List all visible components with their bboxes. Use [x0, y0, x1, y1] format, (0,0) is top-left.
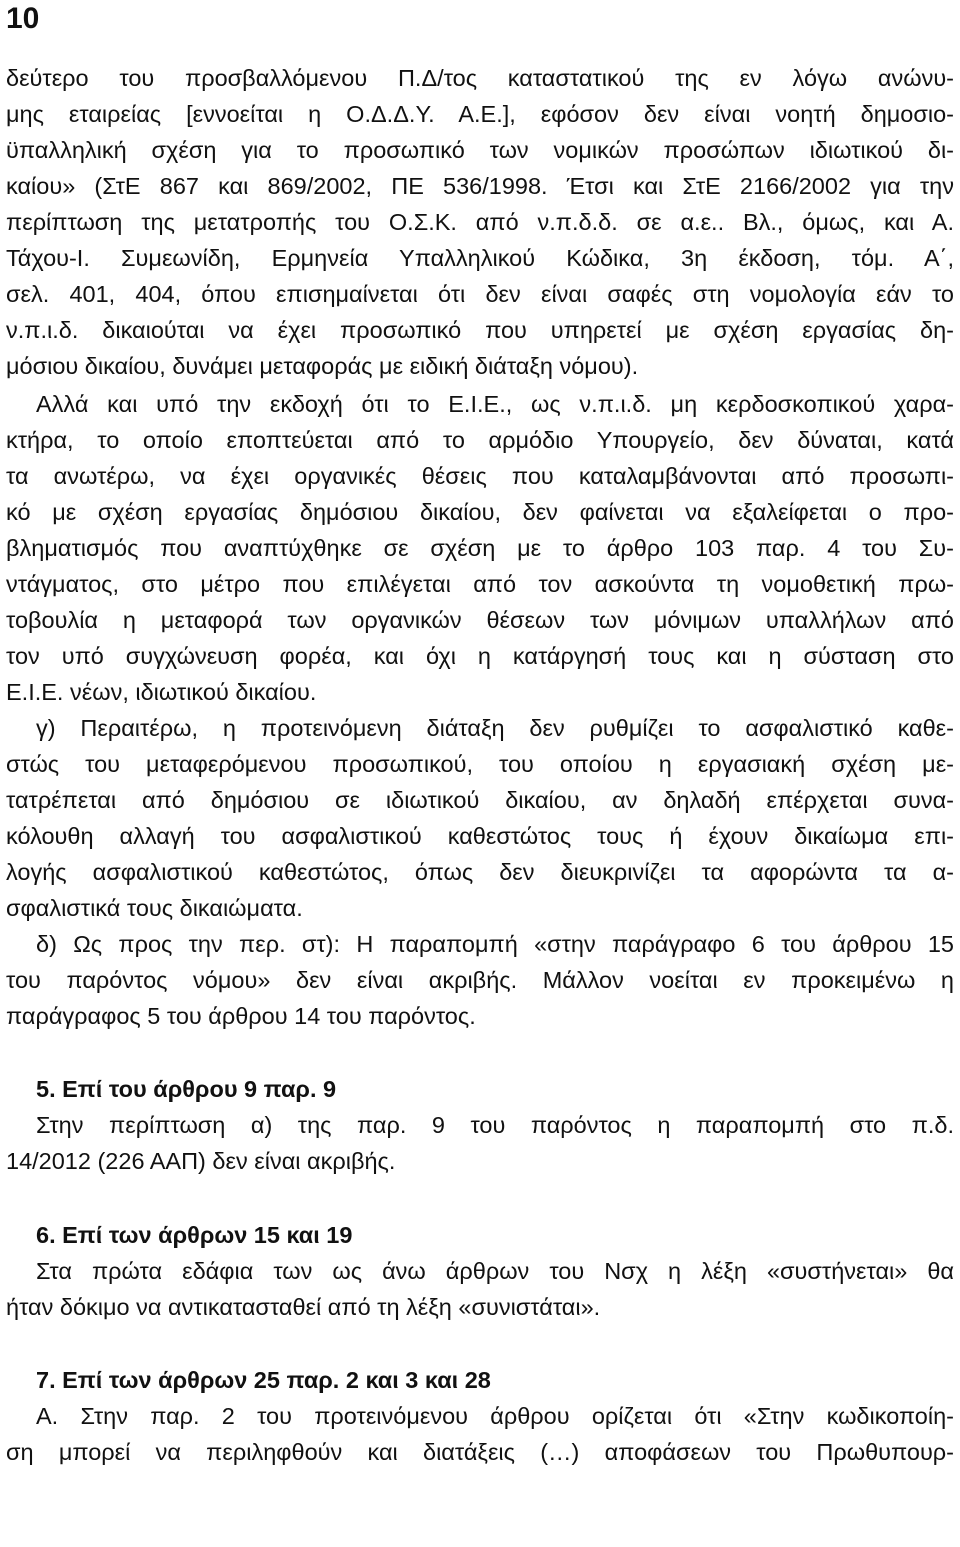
text-line: ν.π.ι.δ. δικαιούται να έχει προσωπικό που υπηρετεί με σχέση εργασίας δη-: [6, 317, 954, 343]
text-line: σελ. 401, 404, όπου επισημαίνεται ότι δεν είναι σαφές στη νομολογία εάν το: [6, 281, 954, 307]
text-line: του παρόντος νόμου» δεν είναι ακριβής. Μάλλον νοείται εν προκειμένω η: [6, 967, 954, 993]
page-number: 10: [6, 2, 40, 35]
text-line: μης εταιρείας [εννοείται η Ο.Δ.Δ.Υ. Α.Ε.], εφόσον δεν είναι νοητή δημοσιο-: [6, 101, 954, 127]
text-line: γ) Περαιτέρω, η προτεινόμενη διάταξη δεν ρυθμίζει το ασφαλιστικό καθε-: [36, 715, 954, 741]
text-line: παράγραφος 5 του άρθρου 14 του παρόντος.: [6, 1003, 476, 1029]
text-line: ϋπαλληλική σχέση για το προσωπικό των νομικών προσώπων ιδιωτικού δι-: [6, 137, 954, 163]
text-line: ντάγματος, στο μέτρο που επιλέγεται από τον ασκούντα τη νομοθετική πρω-: [6, 571, 954, 597]
text-line: τον υπό συγχώνευση φορέα, και όχι η κατάργησή τους και η σύσταση στο: [6, 643, 954, 669]
text-line: ση μπορεί να περιληφθούν και διατάξεις (…) αποφάσεων του Πρωθυπουρ-: [6, 1439, 954, 1465]
text-line: δ) Ως προς την περ. στ): Η παραπομπή «στην παράγραφο 6 του άρθρου 15: [36, 931, 954, 957]
text-line: σφαλιστικά τους δικαιώματα.: [6, 895, 303, 921]
text-line: στώς του μεταφερόμενου προσωπικού, του οποίου η εργασιακή σχέση με-: [6, 751, 954, 777]
text-line: μόσιου δικαίου, δυνάμει μεταφοράς με ειδική διάταξη νόμου).: [6, 353, 639, 379]
text-line: κόλουθη αλλαγή του ασφαλιστικού καθεστώτος τους ή έχουν δικαίωμα επι-: [6, 823, 954, 849]
text-line: Τάχου-Ι. Συμεωνίδη, Ερμηνεία Υπαλληλικού Κώδικα, 3η έκδοση, τόμ. Α΄,: [6, 245, 954, 271]
text-line: κτήρα, το οποίο εποπτεύεται από το αρμόδιο Υπουργείο, δεν δύναται, κατά: [6, 427, 954, 453]
text-line: ήταν δόκιμο να αντικατασταθεί από τη λέξη «συνιστάται».: [6, 1294, 601, 1320]
section-heading: 6. Επί των άρθρων 15 και 19: [36, 1222, 353, 1248]
text-line: τα ανωτέρω, να έχει οργανικές θέσεις που καταλαμβάνονται από προσωπι-: [6, 463, 954, 489]
text-line: δεύτερο του προσβαλλόμενου Π.Δ/τος καταστατικού της εν λόγω ανώνυ-: [6, 65, 954, 91]
text-line: λογής ασφαλιστικού καθεστώτος, όπως δεν διευκρινίζει τα αφορώντα τα α-: [6, 859, 954, 885]
text-line: περίπτωση της μετατροπής του Ο.Σ.Κ. από ν.π.δ.δ. σε α.ε.. Βλ., όμως, και Α.: [6, 209, 954, 235]
text-line: Στα πρώτα εδάφια των ως άνω άρθρων του Νσχ η λέξη «συστήνεται» θα: [36, 1258, 954, 1284]
text-line: τοβουλία η μεταφορά των οργανικών θέσεων των μόνιμων υπαλλήλων από: [6, 607, 954, 633]
text-line: Στην περίπτωση α) της παρ. 9 του παρόντος η παραπομπή στο π.δ.: [36, 1112, 954, 1138]
text-line: κό με σχέση εργασίας δημόσιου δικαίου, δεν φαίνεται να εξαλείφεται ο προ-: [6, 499, 954, 525]
text-line: τατρέπεται από δημόσιου σε ιδιωτικού δικαίου, αν δηλαδή επέρχεται συνα-: [6, 787, 954, 813]
text-line: βληματισμός που αναπτύχθηκε σε σχέση με το άρθρο 103 παρ. 4 του Συ-: [6, 535, 954, 561]
text-line: καίου» (ΣτΕ 867 και 869/2002, ΠΕ 536/1998. Έτσι και ΣτΕ 2166/2002 για την: [6, 173, 954, 199]
text-line: Α. Στην παρ. 2 του προτεινόμενου άρθρου ορίζεται ότι «Στην κωδικοποίη-: [36, 1403, 954, 1429]
section-heading: 7. Επί των άρθρων 25 παρ. 2 και 3 και 28: [36, 1367, 491, 1393]
text-line: Αλλά και υπό την εκδοχή ότι το Ε.Ι.Ε., ως ν.π.ι.δ. μη κερδοσκοπικού χαρα-: [36, 391, 954, 417]
section-heading: 5. Επί του άρθρου 9 παρ. 9: [36, 1076, 337, 1102]
text-line: 14/2012 (226 ΑΑΠ) δεν είναι ακριβής.: [6, 1148, 396, 1174]
text-line: Ε.Ι.Ε. νέων, ιδιωτικού δικαίου.: [6, 679, 317, 705]
